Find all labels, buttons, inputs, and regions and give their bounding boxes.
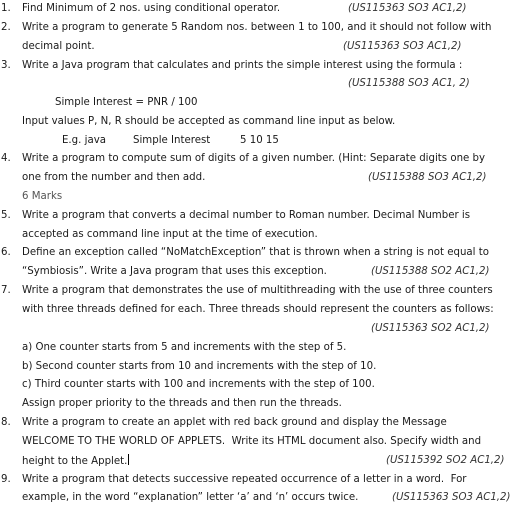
question-text: Write a program to create an applet with red back ground and display the Message (22, 417, 447, 428)
question-text-with-cursor[interactable] (22, 454, 129, 467)
question-number: 6. (1, 247, 11, 258)
question-text: WELCOME TO THE WORLD OF APPLETS. Write its HTML document also. Specify width and (22, 436, 482, 447)
question-text: one from the number and then add. (22, 172, 206, 183)
question-number: 3. (1, 60, 11, 71)
unit-standard-reference: (US115388 SO3 AC1, 2) (348, 78, 470, 89)
question-number: 4. (1, 153, 11, 164)
unit-standard-reference: (US115363 SO2 AC1,2) (371, 323, 490, 334)
question-text: Define an exception called “NoMatchException” that is thrown when a string is not equal to (22, 247, 489, 258)
question-text: Find Minimum of 2 nos. using conditional operator. (22, 3, 281, 14)
question-text: decimal point. (22, 41, 95, 52)
question-text: Write a Java program that calculates and prints the simple interest using the formula : (22, 60, 463, 71)
unit-standard-reference: (US115388 SO2 AC1,2) (371, 266, 490, 277)
question-number: 7. (1, 285, 11, 296)
question-text: “Symbiosis”. Write a Java program that uses this exception. (22, 266, 327, 277)
list-item: b) Second counter starts from 10 and increments with the step of 10. (22, 361, 377, 372)
unit-standard-reference: (US115363 SO3 AC1,2) (343, 41, 462, 52)
question-number: 9. (1, 474, 11, 485)
question-text: Write a program that demonstrates the use of multithreading with the use of three counters (22, 285, 493, 296)
question-text: height to the Applet. (22, 456, 128, 467)
unit-standard-reference: (US115392 SO2 AC1,2) (386, 455, 505, 466)
question-number: 5. (1, 210, 11, 221)
list-item: c) Third counter starts with 100 and increments with the step of 100. (22, 379, 375, 390)
question-number: 8. (1, 417, 11, 428)
question-text: accepted as command line input at the time of execution. (22, 229, 318, 240)
instruction: Assign proper priority to the threads and then run the threads. (22, 398, 342, 409)
list-item: a) One counter starts from 5 and increments with the step of 5. (22, 342, 347, 353)
unit-standard-reference: (US115363 SO3 AC1,2) (348, 3, 467, 14)
question-text: with three threads defined for each. Three threads should represent the counters as follows: (22, 304, 494, 315)
question-text: Write a program that converts a decimal number to Roman number. Decimal Number is (22, 210, 471, 221)
question-text: Write a program that detects successive repeated occurrence of a letter in a word. For (22, 474, 467, 485)
question-number: 2. (1, 22, 11, 33)
formula: Simple Interest = PNR / 100 (55, 97, 198, 108)
question-text: Write a program to generate 5 Random nos. between 1 to 100, and it should not follow with (22, 22, 492, 33)
unit-standard-reference: (US115388 SO3 AC1,2) (368, 172, 487, 183)
question-text: Write a program to compute sum of digits of a given number. (Hint: Separate digits one by (22, 153, 486, 164)
example-command: Simple Interest (133, 135, 211, 146)
question-text: example, in the word “explanation” letter ‘a’ and ‘n’ occurs twice. (22, 492, 359, 503)
marks-label: 6 Marks (22, 191, 63, 202)
question-number: 1. (1, 3, 11, 14)
input-instruction: Input values P, N, R should be accepted as command line input as below. (22, 116, 396, 127)
example-arguments: 5 10 15 (240, 135, 279, 146)
unit-standard-reference: (US115363 SO3 AC1,2) (392, 492, 511, 503)
text-cursor (128, 454, 129, 465)
example-label: E.g. java (62, 135, 106, 146)
